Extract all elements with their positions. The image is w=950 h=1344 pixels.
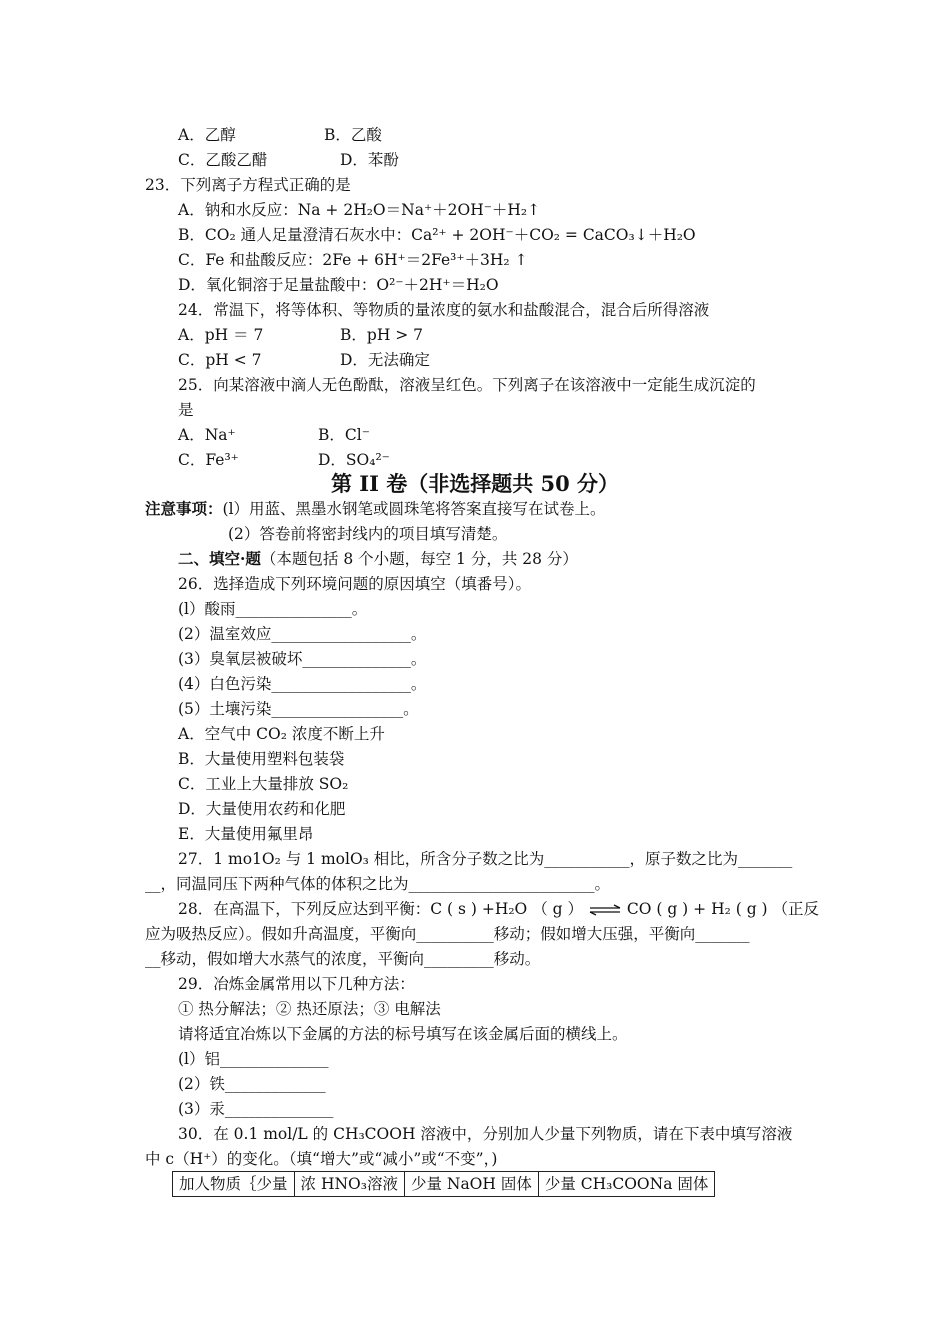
- q26-item-2: (2）温室效应__________________。: [178, 625, 427, 643]
- q29-item-3: (3）汞______________: [178, 1100, 334, 1118]
- q27-line-2: __，同温同压下两种气体的体积之比为________________________。: [145, 875, 611, 893]
- q27-line-1: 27．1 mo1O₂ 与 1 molO₃ 相比，所含分子数之比为___________，原子数之比为_______: [178, 850, 793, 868]
- q28-products: CO ( g ) + H₂ ( g ) （正反: [626, 900, 820, 918]
- section-title: 第 II 卷（非选择题共 50 分）: [330, 471, 620, 496]
- table-row: [173, 1172, 715, 1197]
- part-heading: [178, 548, 578, 570]
- q23-option-c: C．Fe 和盐酸反应：2Fe + 6H⁺＝2Fe³⁺＋3H₂ ↑: [178, 251, 528, 269]
- q26-stem: 26．选择造成下列环境问题的原因填空（填番号）。: [178, 575, 531, 593]
- q25-option-c: C．Fe³⁺: [178, 451, 239, 469]
- q29-item-1: (l）铝______________: [178, 1050, 329, 1068]
- q26-choice-e: E．大量使用氟里昂: [178, 825, 314, 843]
- q26-item-4: (4）白色污染__________________。: [178, 675, 427, 693]
- q28-reactants: 28．在高温下，下列反应达到平衡：C ( s ) +H₂O （ g ）: [178, 900, 583, 918]
- part-label: 二、填空·题: [178, 549, 261, 568]
- q29-stem: 29．冶炼金属常用以下几种方法：: [178, 975, 415, 993]
- q23-option-d: D．氧化铜溶于足量盐酸中：O²⁻＋2H⁺＝H₂O: [178, 276, 499, 294]
- q24-option-a: A．pH ＝ 7: [178, 326, 264, 344]
- notice-item-2: (2）答卷前将密封线内的项目填写清楚。: [228, 525, 508, 543]
- q28-line-2: 应为吸热反应）。假如升高温度，平衡向__________移动；假如增大压强，平衡向_______: [145, 925, 750, 943]
- q29-instruction: 请将适宜冶炼以下金属的方法的标号填写在该金属后面的横线上。: [178, 1025, 628, 1043]
- q26-choice-d: D．大量使用农药和化肥: [178, 800, 346, 818]
- q29-item-2: (2）铁_____________: [178, 1075, 326, 1093]
- q26-choice-b: B．大量使用塑料包装袋: [178, 750, 345, 768]
- q24-option-d: D．无法确定: [340, 351, 430, 369]
- q30-line-1: 30．在 0.1 mol/L 的 CH₃COOH 溶液中，分别加人少量下列物质，请在下表中填写溶液: [178, 1125, 793, 1143]
- q22-option-a: A．乙醇: [178, 126, 236, 144]
- q26-item-3: (3）臭氧层被破坏______________。: [178, 650, 427, 668]
- q25-option-a: A．Na⁺: [178, 426, 236, 444]
- q26-item-1: (l）酸雨_______________。: [178, 600, 368, 618]
- q25-option-d: D．SO₄²⁻: [318, 451, 390, 469]
- q30-line-2: 中 c（H⁺）的变化。（填“增大”或“减小”或“不变”，): [145, 1150, 498, 1168]
- q22-option-b: B．乙酸: [324, 126, 382, 144]
- q25-option-b: B．Cl⁻: [318, 426, 370, 444]
- notice-label: 注意事项：: [145, 499, 223, 518]
- q22-option-c: C．乙酸乙醋: [178, 151, 268, 169]
- q26-item-5: (5）土壤污染_________________。: [178, 700, 419, 718]
- q23-stem: 23．下列离子方程式正确的是: [145, 176, 351, 194]
- q28-line-3: __移动，假如增大水蒸气的浓度，平衡向_________移动。: [145, 950, 541, 968]
- q23-option-a: A．钠和水反应：Na + 2H₂O＝Na⁺＋2OH⁻＋H₂↑: [178, 201, 541, 219]
- q26-choice-c: C．工业上大量排放 SO₂: [178, 775, 349, 793]
- q29-methods: ① 热分解法；② 热还原法；③ 电解法: [178, 1000, 441, 1018]
- q25-stem: 25．向某溶液中滴人无色酚酞，溶液呈红色。下列离子在该溶液中一定能生成沉淀的: [178, 376, 756, 394]
- q23-option-b: B．CO₂ 通人足量澄清石灰水中：Ca²⁺ + 2OH⁻＋CO₂ = CaCO₃↓＋H₂O: [178, 226, 696, 244]
- q30-table: [172, 1171, 715, 1197]
- table-header-cell: 少量 CH₃COONa 固体: [538, 1172, 715, 1197]
- q24-stem: 24．常温下，将等体积、等物质的量浓度的氨水和盐酸混合，混合后所得溶液: [178, 301, 710, 319]
- q26-choice-a: A．空气中 CO₂ 浓度不断上升: [178, 725, 385, 743]
- notice: [145, 498, 606, 520]
- part-description: （本题包括 8 个小题，每空 1 分，共 28 分）: [260, 550, 578, 568]
- q28-line-1: [178, 898, 819, 920]
- q24-option-c: C．pH < 7: [178, 351, 262, 369]
- table-header-cell: 少量 NaOH 固体: [404, 1172, 538, 1197]
- q24-option-b: B．pH > 7: [340, 326, 424, 344]
- table-header-cell: 加人物质｛少量: [173, 1172, 295, 1197]
- q25-stem-cont: 是: [178, 401, 194, 419]
- q22-option-d: D．苯酚: [340, 151, 399, 169]
- table-header-cell: 浓 HNO₃溶液: [294, 1172, 404, 1197]
- notice-item-1: (l）用蓝、黑墨水钢笔或圆珠笔将答案直接写在试卷上。: [222, 500, 606, 518]
- equilibrium-arrow-icon: [588, 904, 622, 916]
